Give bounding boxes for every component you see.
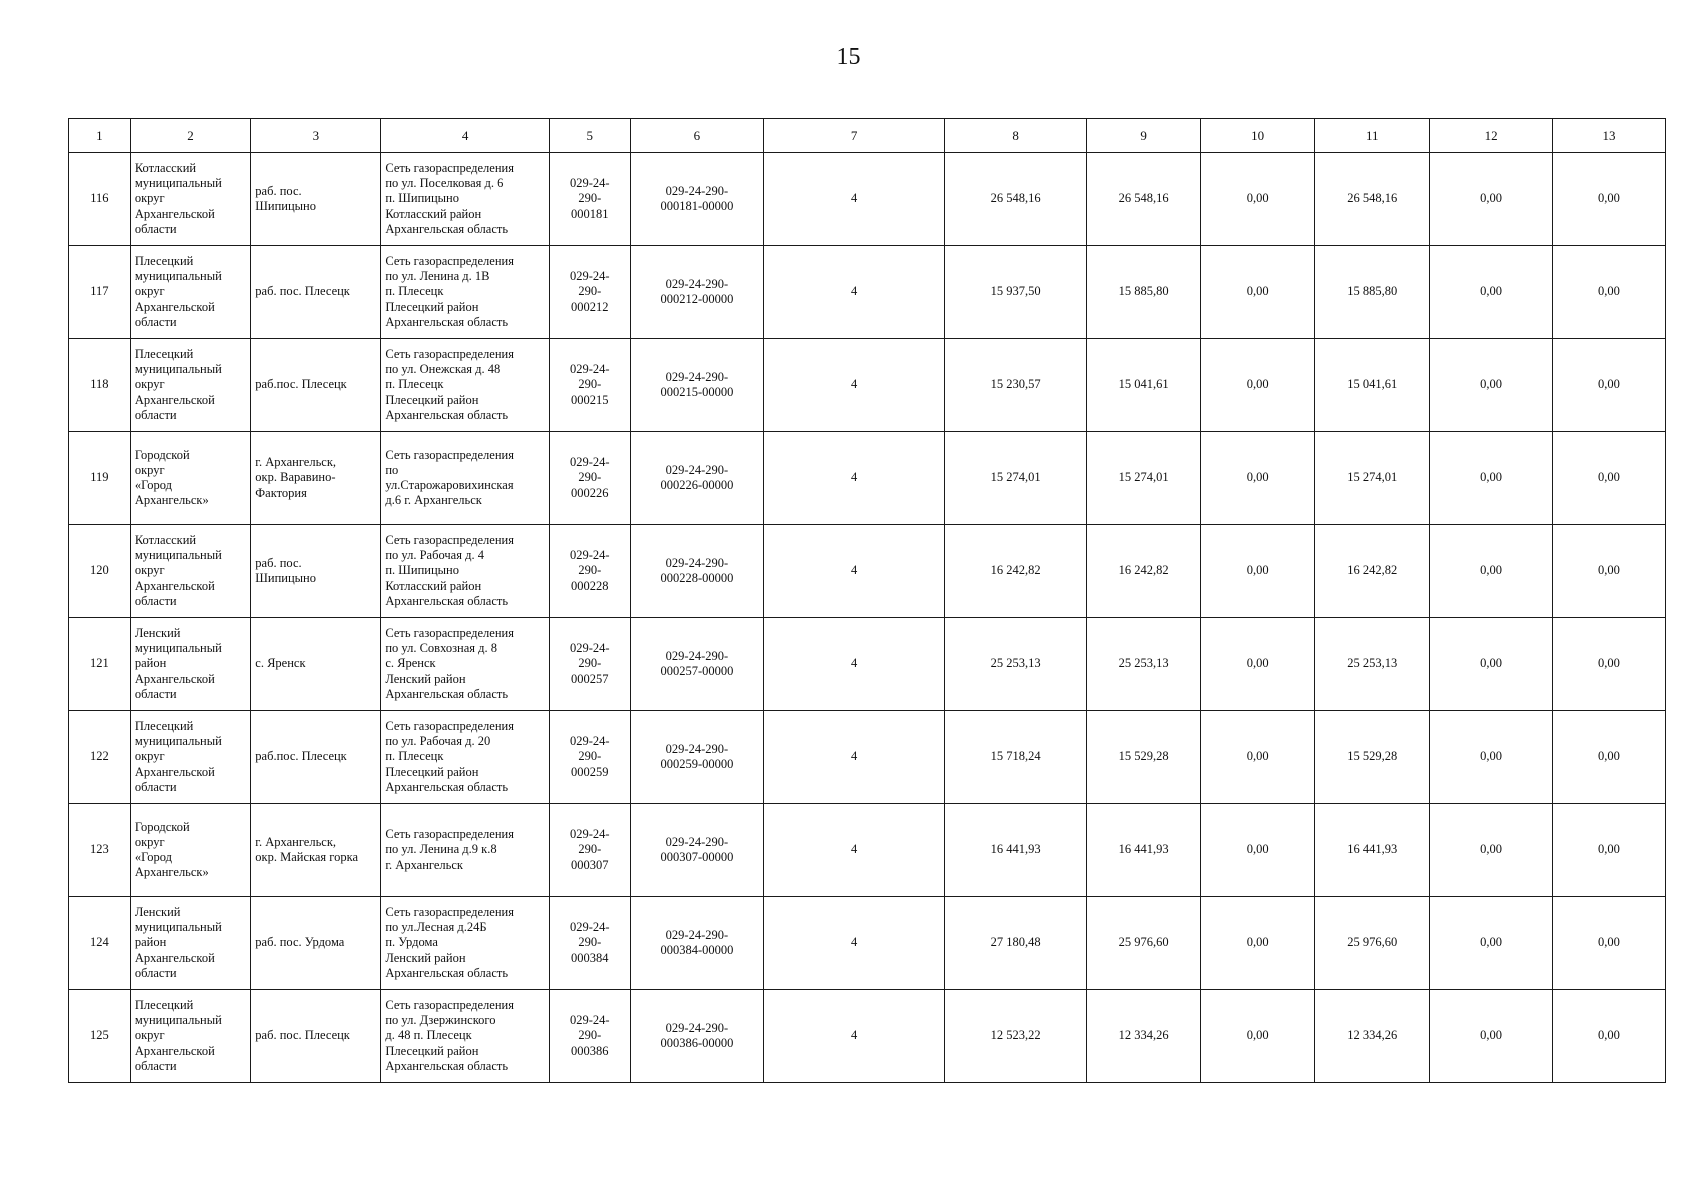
registry-number-cell: 029-24-290- 000307-00000 [630, 804, 763, 897]
column-9-cell: 25 976,60 [1087, 897, 1201, 990]
locality-cell: раб. пос. Шипицыно [251, 525, 381, 618]
object-code-cell: 029-24- 290- 000228 [549, 525, 630, 618]
row-number-cell: 124 [69, 897, 131, 990]
column-9-cell: 16 242,82 [1087, 525, 1201, 618]
object-code-cell: 029-24- 290- 000212 [549, 246, 630, 339]
object-code-cell: 029-24- 290- 000226 [549, 432, 630, 525]
column-9-cell: 15 274,01 [1087, 432, 1201, 525]
municipality-cell: Плесецкий муниципальный округ Архангельской области [130, 990, 250, 1083]
column-header-7: 7 [764, 119, 945, 153]
column-12-cell: 0,00 [1430, 711, 1553, 804]
row-number-cell: 116 [69, 153, 131, 246]
locality-cell: г. Архангельск, окр. Варавино- Фактория [251, 432, 381, 525]
object-code-cell: 029-24- 290- 000386 [549, 990, 630, 1083]
column-header-5: 5 [549, 119, 630, 153]
column-8-cell: 26 548,16 [945, 153, 1087, 246]
column-13-cell: 0,00 [1552, 804, 1665, 897]
locality-cell: раб. пос. Урдома [251, 897, 381, 990]
registry-number-cell: 029-24-290- 000226-00000 [630, 432, 763, 525]
column-7-cell: 4 [764, 711, 945, 804]
column-header-4: 4 [381, 119, 549, 153]
row-number-cell: 122 [69, 711, 131, 804]
column-12-cell: 0,00 [1430, 990, 1553, 1083]
table-row [69, 990, 1666, 1083]
column-7-cell: 4 [764, 525, 945, 618]
column-12-cell: 0,00 [1430, 618, 1553, 711]
data-table [68, 118, 1666, 1083]
table-row [69, 432, 1666, 525]
municipality-cell: Плесецкий муниципальный округ Архангельской области [130, 339, 250, 432]
table-row [69, 246, 1666, 339]
municipality-cell: Ленский муниципальный район Архангельской области [130, 618, 250, 711]
column-12-cell: 0,00 [1430, 525, 1553, 618]
column-8-cell: 15 937,50 [945, 246, 1087, 339]
locality-cell: с. Яренск [251, 618, 381, 711]
column-12-cell: 0,00 [1430, 432, 1553, 525]
column-7-cell: 4 [764, 432, 945, 525]
column-8-cell: 15 274,01 [945, 432, 1087, 525]
object-code-cell: 029-24- 290- 000257 [549, 618, 630, 711]
column-13-cell: 0,00 [1552, 525, 1665, 618]
object-description-cell: Сеть газораспределения по ул. Ленина д. 1В п. Плесецк Плесецкий район Архангельская область [381, 246, 549, 339]
registry-number-cell: 029-24-290- 000384-00000 [630, 897, 763, 990]
column-8-cell: 15 230,57 [945, 339, 1087, 432]
table-row [69, 711, 1666, 804]
object-description-cell: Сеть газораспределения по ул. Совхозная д. 8 с. Яренск Ленский район Архангельская область [381, 618, 549, 711]
column-10-cell: 0,00 [1201, 804, 1315, 897]
row-number-cell: 117 [69, 246, 131, 339]
column-10-cell: 0,00 [1201, 990, 1315, 1083]
object-code-cell: 029-24- 290- 000181 [549, 153, 630, 246]
object-description-cell: Сеть газораспределения по ул. Онежская д. 48 п. Плесецк Плесецкий район Архангельская область [381, 339, 549, 432]
table-row [69, 525, 1666, 618]
column-header-12: 12 [1430, 119, 1553, 153]
column-9-cell: 26 548,16 [1087, 153, 1201, 246]
column-10-cell: 0,00 [1201, 246, 1315, 339]
column-10-cell: 0,00 [1201, 432, 1315, 525]
municipality-cell: Плесецкий муниципальный округ Архангельской области [130, 711, 250, 804]
column-12-cell: 0,00 [1430, 339, 1553, 432]
object-description-cell: Сеть газораспределения по ул. Рабочая д. 4 п. Шипицыно Котласский район Архангельская область [381, 525, 549, 618]
column-10-cell: 0,00 [1201, 897, 1315, 990]
municipality-cell: Ленский муниципальный район Архангельской области [130, 897, 250, 990]
locality-cell: раб. пос. Плесецк [251, 246, 381, 339]
column-13-cell: 0,00 [1552, 897, 1665, 990]
column-9-cell: 15 529,28 [1087, 711, 1201, 804]
table-row [69, 339, 1666, 432]
column-11-cell: 16 242,82 [1315, 525, 1430, 618]
object-code-cell: 029-24- 290- 000384 [549, 897, 630, 990]
column-7-cell: 4 [764, 618, 945, 711]
column-13-cell: 0,00 [1552, 711, 1665, 804]
column-13-cell: 0,00 [1552, 990, 1665, 1083]
column-9-cell: 25 253,13 [1087, 618, 1201, 711]
object-description-cell: Сеть газораспределения по ул.Старожаровихинская д.6 г. Архангельск [381, 432, 549, 525]
column-11-cell: 12 334,26 [1315, 990, 1430, 1083]
column-header-13: 13 [1552, 119, 1665, 153]
column-header-2: 2 [130, 119, 250, 153]
column-header-11: 11 [1315, 119, 1430, 153]
column-13-cell: 0,00 [1552, 339, 1665, 432]
column-header-6: 6 [630, 119, 763, 153]
object-code-cell: 029-24- 290- 000215 [549, 339, 630, 432]
column-10-cell: 0,00 [1201, 339, 1315, 432]
column-11-cell: 15 041,61 [1315, 339, 1430, 432]
locality-cell: г. Архангельск, окр. Майская горка [251, 804, 381, 897]
column-13-cell: 0,00 [1552, 246, 1665, 339]
column-9-cell: 15 041,61 [1087, 339, 1201, 432]
column-header-3: 3 [251, 119, 381, 153]
municipality-cell: Плесецкий муниципальный округ Архангельской области [130, 246, 250, 339]
registry-number-cell: 029-24-290- 000181-00000 [630, 153, 763, 246]
table-body [69, 153, 1666, 1083]
object-description-cell: Сеть газораспределения по ул. Поселковая д. 6 п. Шипицыно Котласский район Архангельская область [381, 153, 549, 246]
column-7-cell: 4 [764, 153, 945, 246]
column-13-cell: 0,00 [1552, 432, 1665, 525]
column-10-cell: 0,00 [1201, 525, 1315, 618]
object-description-cell: Сеть газораспределения по ул. Рабочая д. 20 п. Плесецк Плесецкий район Архангельская область [381, 711, 549, 804]
registry-number-cell: 029-24-290- 000259-00000 [630, 711, 763, 804]
table-row [69, 618, 1666, 711]
column-12-cell: 0,00 [1430, 804, 1553, 897]
object-description-cell: Сеть газораспределения по ул.Лесная д.24Б п. Урдома Ленский район Архангельская область [381, 897, 549, 990]
row-number-cell: 119 [69, 432, 131, 525]
column-header-8: 8 [945, 119, 1087, 153]
column-8-cell: 15 718,24 [945, 711, 1087, 804]
registry-number-cell: 029-24-290- 000215-00000 [630, 339, 763, 432]
column-9-cell: 12 334,26 [1087, 990, 1201, 1083]
municipality-cell: Котласский муниципальный округ Архангельской области [130, 525, 250, 618]
column-10-cell: 0,00 [1201, 618, 1315, 711]
object-description-cell: Сеть газораспределения по ул. Ленина д.9 к.8 г. Архангельск [381, 804, 549, 897]
row-number-cell: 118 [69, 339, 131, 432]
column-7-cell: 4 [764, 339, 945, 432]
column-12-cell: 0,00 [1430, 897, 1553, 990]
column-7-cell: 4 [764, 897, 945, 990]
locality-cell: раб.пос. Плесецк [251, 339, 381, 432]
column-7-cell: 4 [764, 990, 945, 1083]
column-11-cell: 15 885,80 [1315, 246, 1430, 339]
column-header-9: 9 [1087, 119, 1201, 153]
column-9-cell: 15 885,80 [1087, 246, 1201, 339]
page-number: 15 [836, 44, 861, 70]
column-11-cell: 26 548,16 [1315, 153, 1430, 246]
column-10-cell: 0,00 [1201, 153, 1315, 246]
column-8-cell: 12 523,22 [945, 990, 1087, 1083]
municipality-cell: Городской округ «Город Архангельск» [130, 804, 250, 897]
column-13-cell: 0,00 [1552, 153, 1665, 246]
column-12-cell: 0,00 [1430, 246, 1553, 339]
column-12-cell: 0,00 [1430, 153, 1553, 246]
municipality-cell: Котласский муниципальный округ Архангельской области [130, 153, 250, 246]
column-7-cell: 4 [764, 804, 945, 897]
row-number-cell: 125 [69, 990, 131, 1083]
column-7-cell: 4 [764, 246, 945, 339]
header-row [69, 119, 1666, 153]
column-header-1: 1 [69, 119, 131, 153]
registry-number-cell: 029-24-290- 000386-00000 [630, 990, 763, 1083]
column-11-cell: 15 274,01 [1315, 432, 1430, 525]
row-number-cell: 120 [69, 525, 131, 618]
column-11-cell: 16 441,93 [1315, 804, 1430, 897]
column-8-cell: 25 253,13 [945, 618, 1087, 711]
row-number-cell: 123 [69, 804, 131, 897]
municipality-cell: Городской округ «Город Архангельск» [130, 432, 250, 525]
column-11-cell: 15 529,28 [1315, 711, 1430, 804]
locality-cell: раб.пос. Плесецк [251, 711, 381, 804]
locality-cell: раб. пос. Плесецк [251, 990, 381, 1083]
object-description-cell: Сеть газораспределения по ул. Дзержинского д. 48 п. Плесецк Плесецкий район Архангельская область [381, 990, 549, 1083]
column-8-cell: 27 180,48 [945, 897, 1087, 990]
column-11-cell: 25 253,13 [1315, 618, 1430, 711]
column-13-cell: 0,00 [1552, 618, 1665, 711]
table-row [69, 897, 1666, 990]
column-8-cell: 16 242,82 [945, 525, 1087, 618]
column-8-cell: 16 441,93 [945, 804, 1087, 897]
column-11-cell: 25 976,60 [1315, 897, 1430, 990]
registry-number-cell: 029-24-290- 000212-00000 [630, 246, 763, 339]
table-row [69, 804, 1666, 897]
column-10-cell: 0,00 [1201, 711, 1315, 804]
table-row [69, 153, 1666, 246]
object-code-cell: 029-24- 290- 000259 [549, 711, 630, 804]
registry-number-cell: 029-24-290- 000257-00000 [630, 618, 763, 711]
column-header-10: 10 [1201, 119, 1315, 153]
column-9-cell: 16 441,93 [1087, 804, 1201, 897]
object-code-cell: 029-24- 290- 000307 [549, 804, 630, 897]
locality-cell: раб. пос. Шипицыно [251, 153, 381, 246]
registry-number-cell: 029-24-290- 000228-00000 [630, 525, 763, 618]
row-number-cell: 121 [69, 618, 131, 711]
